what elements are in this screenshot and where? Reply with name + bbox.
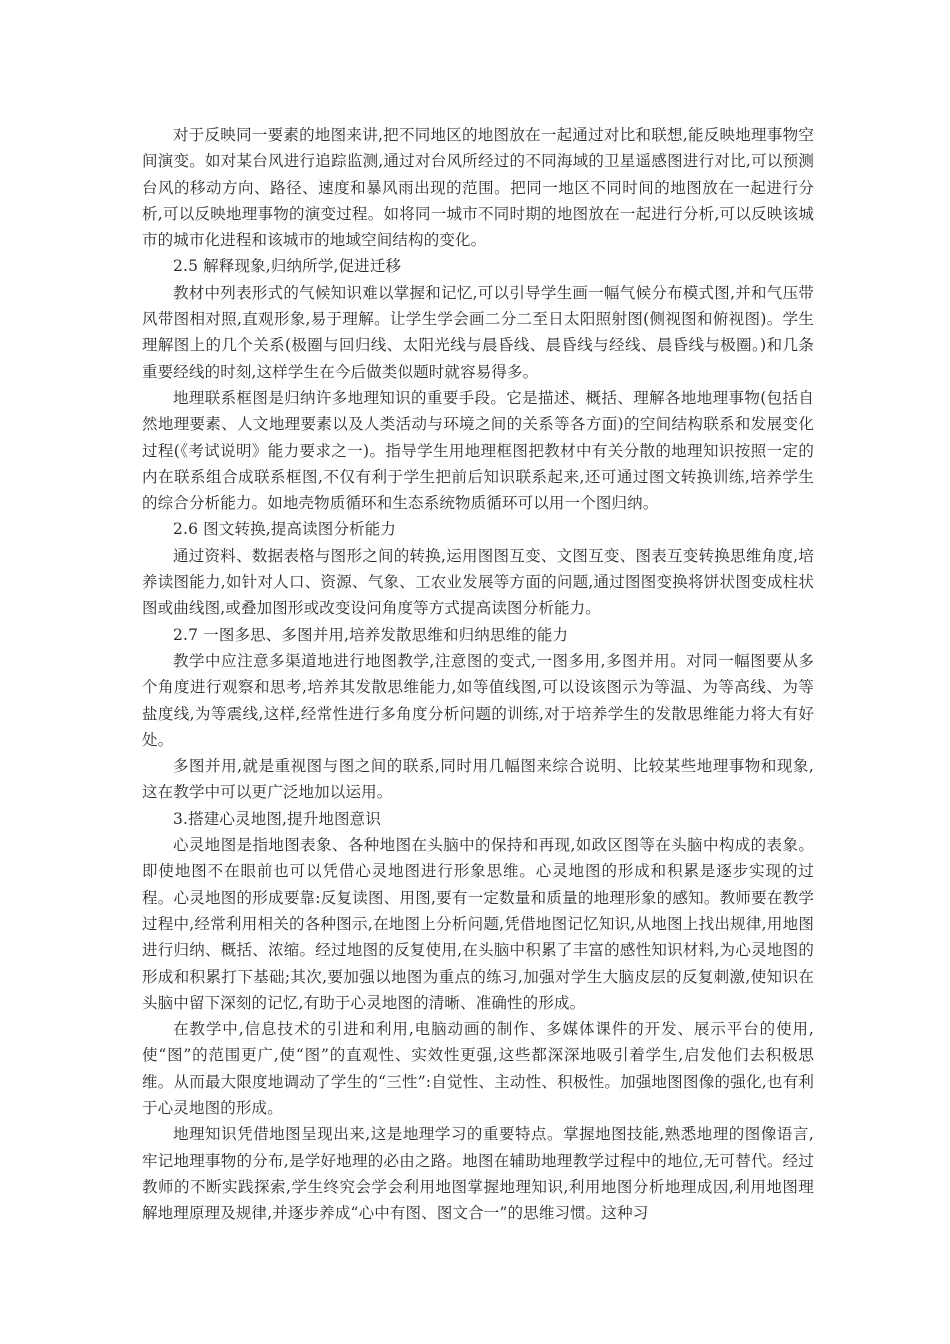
paragraph: 多图并用,就是重视图与图之间的联系,同时用几幅图来综合说明、比较某些地理事物和现象,这在教学中可以更广泛地加以运用。 (142, 757, 814, 802)
paragraph: 对于反映同一要素的地图来讲,把不同地区的地图放在一起通过对比和联想,能反映地理事物空间演变。如对某台风进行追踪监测,通过对台风所经过的不同海域的卫星遥感图进行对比,可以预测台风的移动方向、路径、速度和暴风雨出现的范围。把同一地区不同时间的地图放在一起进行分析,可以反映地理事物的演变过程。如将同一城市不同时期的地图放在一起进行分析,可以反映该城市的城市化进程和该城市的地域空间结构的变化。 (142, 126, 814, 250)
section-heading-2-6: 2.6 图文转换,提高读图分析能力 (173, 520, 397, 539)
paragraph: 通过资料、数据表格与图形之间的转换,运用图图互变、文图互变、图表互变转换思维角度,培养读图能力,如针对人口、资源、气象、工农业发展等方面的问题,通过图图变换将饼状图变成柱状图或曲线图,或叠加图形或改变设问角度等方式提高读图分析能力。 (142, 546, 814, 618)
paragraph: 地理联系框图是归纳许多地理知识的重要手段。它是描述、概括、理解各地地理事物(包括自然地理要素、人文地理要素以及人类活动与环境之间的关系等各方面)的空间结构联系和发展变化过程(《考试说明》能力要求之一)。指导学生用地理框图把教材中有关分散的地理知识按照一定的内在联系组合成联系框图,不仅有利于学生把前后知识联系起来,还可通过图文转换训练,培养学生的综合分析能力。如地壳物质循环和生态系统物质循环可以用一个图归纳。 (142, 388, 814, 513)
document-body (142, 122, 814, 1226)
section-heading-2-5: 2.5 解释现象,归纳所学,促进迁移 (173, 257, 402, 276)
section-heading-3: 3.搭建心灵地图,提升地图意识 (173, 809, 381, 828)
paragraph: 心灵地图是指地图表象、各种地图在头脑中的保持和再现,如政区图等在头脑中构成的表象。即使地图不在眼前也可以凭借心灵地图进行形象思维。心灵地图的形成和积累是逐步实现的过程。心灵地图的形成要靠:反复读图、用图,要有一定数量和质量的地理形象的感知。教师要在教学过程中,经常利用相关的各种图示,在地图上分析问题,凭借地图记忆知识,从地图上找出规律,用地图进行归纳、概括、浓缩。经过地图的反复使用,在头脑中积累了丰富的感性知识材料,为心灵地图的形成和积累打下基础;其次,要加强以地图为重点的练习,加强对学生大脑皮层的反复刺激,使知识在头脑中留下深刻的记忆,有助于心灵地图的清晰、准确性的形成。 (142, 836, 814, 1012)
paragraph: 在教学中,信息技术的引进和利用,电脑动画的制作、多媒体课件的开发、展示平台的使用,使“图”的范围更广,使“图”的直观性、实效性更强,这些都深深地吸引着学生,启发他们去积极思维。从而最大限度地调动了学生的“三性”:自觉性、主动性、积极性。加强地图图像的强化,也有利于心灵地图的形成。 (142, 1020, 814, 1117)
paragraph: 教材中列表形式的气候知识难以掌握和记忆,可以引导学生画一幅气候分布模式图,并和气压带风带图相对照,直观形象,易于理解。让学生学会画二分二至日太阳照射图(侧视图和俯视图)。学生理解图上的几个关系(极圈与回归线、太阳光线与晨昏线、晨昏线与经线、晨昏线与极圈。)和几条重要经线的时刻,这样学生在今后做类似题时就容易得多。 (142, 283, 814, 381)
paragraph: 地理知识凭借地图呈现出来,这是地理学习的重要特点。掌握地图技能,熟悉地理的图像语言,牢记地理事物的分布,是学好地理的必由之路。地图在辅助地理教学过程中的地位,无可替代。经过教师的不断实践探索,学生终究会学会利用地图掌握地理知识,利用地图分析地理成因,利用地图理解地理原理及规律,并逐步养成“心中有图、图文合一”的思维习惯。这种习 (142, 1125, 814, 1223)
section-heading-2-7: 2.7 一图多思、多图并用,培养发散思维和归纳思维的能力 (173, 625, 569, 644)
paragraph: 教学中应注意多渠道地进行地图教学,注意图的变式,一图多用,多图并用。对同一幅图要从多个角度进行观察和思考,培养其发散思维能力,如等值线图,可以设该图示为等温、为等高线、为等盐度线,为等震线,这样,经常性进行多角度分析问题的训练,对于培养学生的发散思维能力将大有好处。 (142, 651, 814, 749)
